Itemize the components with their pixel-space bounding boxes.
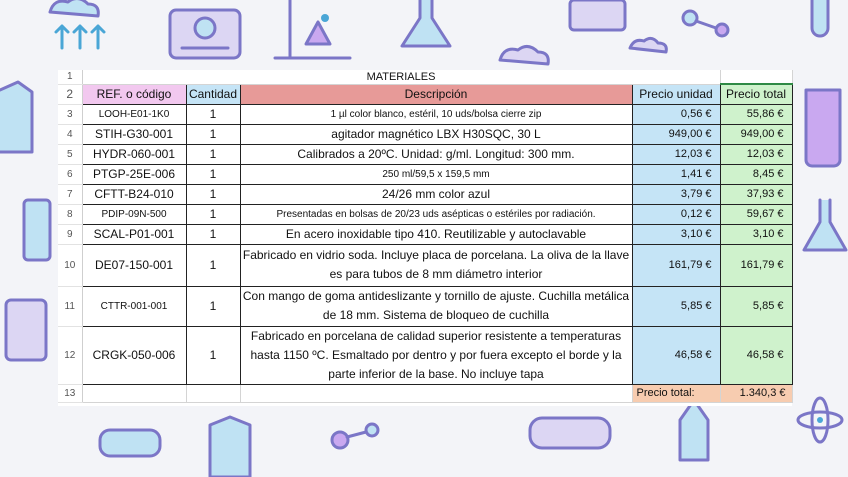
ref-cell[interactable]: PTGP-25E-006 [82, 164, 186, 184]
description-cell[interactable]: Fabricado en vidrio soda. Incluye placa de porcelana. La oliva de la llave es para tubos de 8 mm diámetro interior [240, 244, 632, 286]
table-row [58, 164, 792, 184]
row-number: 13 [58, 384, 82, 402]
unit-price-cell[interactable]: 3,10 € [632, 224, 720, 244]
ref-cell[interactable]: CRGK-050-006 [82, 326, 186, 384]
unit-price-cell[interactable]: 0,56 € [632, 104, 720, 124]
row-number: 8 [58, 204, 82, 224]
ref-cell[interactable]: PDIP-09N-500 [82, 204, 186, 224]
goggles-icon-2 [530, 418, 610, 448]
unit-price-cell[interactable]: 3,79 € [632, 184, 720, 204]
total-price-cell[interactable]: 12,03 € [720, 144, 792, 164]
empty-cell [82, 384, 186, 402]
row-number: 5 [58, 144, 82, 164]
sheet-title: MATERIALES [82, 70, 720, 84]
cloud-icon [500, 46, 548, 64]
quantity-cell[interactable]: 1 [186, 286, 240, 326]
row-number: 7 [58, 184, 82, 204]
empty-cell [240, 384, 632, 402]
description-cell[interactable]: 250 ml/59,5 x 159,5 mm [240, 164, 632, 184]
cloud-icon-2 [630, 38, 666, 52]
table-row [58, 184, 792, 204]
row-number: 6 [58, 164, 82, 184]
empty-cell [186, 384, 240, 402]
row-number: 3 [58, 104, 82, 124]
test-tube-icon [812, 0, 828, 36]
total-price-cell[interactable]: 161,79 € [720, 244, 792, 286]
header-description: Descripción [240, 84, 632, 104]
table-row [58, 144, 792, 164]
quantity-cell[interactable]: 1 [186, 164, 240, 184]
grand-total-label: Precio total: [632, 384, 720, 402]
ref-cell[interactable]: LOOH-E01-1K0 [82, 104, 186, 124]
header-total-price: Precio total [720, 84, 792, 104]
burner-icon [680, 400, 708, 460]
quantity-cell[interactable]: 1 [186, 184, 240, 204]
unit-price-cell[interactable]: 949,00 € [632, 124, 720, 144]
quantity-cell[interactable]: 1 [186, 326, 240, 384]
description-cell[interactable]: Presentadas en bolsas de 20/23 uds asépticas o estériles por radiación. [240, 204, 632, 224]
unit-price-cell[interactable]: 1,41 € [632, 164, 720, 184]
clipboard-icon [6, 300, 46, 360]
row-number: 11 [58, 286, 82, 326]
total-price-cell[interactable]: 59,67 € [720, 204, 792, 224]
header-unit-price: Precio unidad [632, 84, 720, 104]
centrifuge-icon [170, 10, 240, 58]
ref-cell[interactable]: SCAL-P01-001 [82, 224, 186, 244]
flask-icon [402, 0, 450, 46]
total-price-cell[interactable]: 949,00 € [720, 124, 792, 144]
description-cell[interactable]: agitador magnético LBX H30SQC, 30 L [240, 124, 632, 144]
unit-price-cell[interactable]: 12,03 € [632, 144, 720, 164]
row-number: 10 [58, 244, 82, 286]
description-cell[interactable]: En acero inoxidable tipo 410. Reutilizable y autoclavable [240, 224, 632, 244]
lab-coat-icon-2 [210, 417, 250, 477]
ref-cell[interactable]: STIH-G30-001 [82, 124, 186, 144]
lab-coat-icon [0, 82, 32, 152]
total-price-cell[interactable]: 55,86 € [720, 104, 792, 124]
table-row [58, 326, 792, 384]
description-cell[interactable]: Con mango de goma antideslizante y tornillo de ajuste. Cuchilla metálica de 18 mm. Sistema de bloqueo de cuchilla [240, 286, 632, 326]
ref-cell[interactable]: HYDR-060-001 [82, 144, 186, 164]
table-row [58, 124, 792, 144]
quantity-cell[interactable]: 1 [186, 124, 240, 144]
table-row [58, 286, 792, 326]
description-cell[interactable]: Fabricado en porcelana de calidad superior resistente a temperaturas hasta 1150 ºC. Esmaltado por dentro y por fuera excepto el borde y la parte inferior de la base. No incluye tapa [240, 326, 632, 384]
row-number: 12 [58, 326, 82, 384]
total-price-cell[interactable]: 46,58 € [720, 326, 792, 384]
quantity-cell[interactable]: 1 [186, 244, 240, 286]
unit-price-cell[interactable]: 161,79 € [632, 244, 720, 286]
header-ref: REF. o código [82, 84, 186, 104]
quantity-cell[interactable]: 1 [186, 144, 240, 164]
unit-price-cell[interactable]: 46,58 € [632, 326, 720, 384]
header-quantity: Cantidad [186, 84, 240, 104]
description-cell[interactable]: 1 µl color blanco, estéril, 10 uds/bolsa cierre zip [240, 104, 632, 124]
table-row [58, 224, 792, 244]
total-price-cell[interactable]: 3,10 € [720, 224, 792, 244]
total-price-cell[interactable]: 5,85 € [720, 286, 792, 326]
description-cell[interactable]: Calibrados a 20ºC. Unidad: g/ml. Longitud: 300 mm. [240, 144, 632, 164]
row-number: 1 [58, 70, 82, 84]
molecule-icon-2 [332, 424, 378, 448]
table-row [58, 104, 792, 124]
quantity-cell[interactable]: 1 [186, 204, 240, 224]
total-price-cell[interactable]: 8,45 € [720, 164, 792, 184]
materials-table [58, 70, 793, 403]
lab-stand-icon [275, 0, 350, 58]
ref-cell[interactable]: CFTT-B24-010 [82, 184, 186, 204]
cloud-upload-icon [50, 0, 104, 48]
unit-price-cell[interactable]: 0,12 € [632, 204, 720, 224]
flask-icon-right [804, 200, 846, 250]
quantity-cell[interactable]: 1 [186, 224, 240, 244]
spreadsheet [58, 70, 792, 406]
total-price-cell[interactable]: 37,93 € [720, 184, 792, 204]
grand-total-value[interactable]: 1.340,3 € [720, 384, 792, 402]
ref-cell[interactable]: CTTR-001-001 [82, 286, 186, 326]
row-number: 2 [58, 84, 82, 104]
description-cell[interactable]: 24/26 mm color azul [240, 184, 632, 204]
beaker-icon [806, 90, 840, 166]
monitor-icon [570, 0, 625, 30]
ref-cell[interactable]: DE07-150-001 [82, 244, 186, 286]
molecule-icon [683, 11, 728, 36]
unit-price-cell[interactable]: 5,85 € [632, 286, 720, 326]
row-number: 9 [58, 224, 82, 244]
table-row [58, 244, 792, 286]
atom-icon [798, 398, 842, 442]
paper-icon [24, 200, 50, 260]
row-number: 4 [58, 124, 82, 144]
table-row [58, 204, 792, 224]
empty-cell [720, 70, 792, 84]
quantity-cell[interactable]: 1 [186, 104, 240, 124]
goggles-icon [100, 430, 160, 456]
